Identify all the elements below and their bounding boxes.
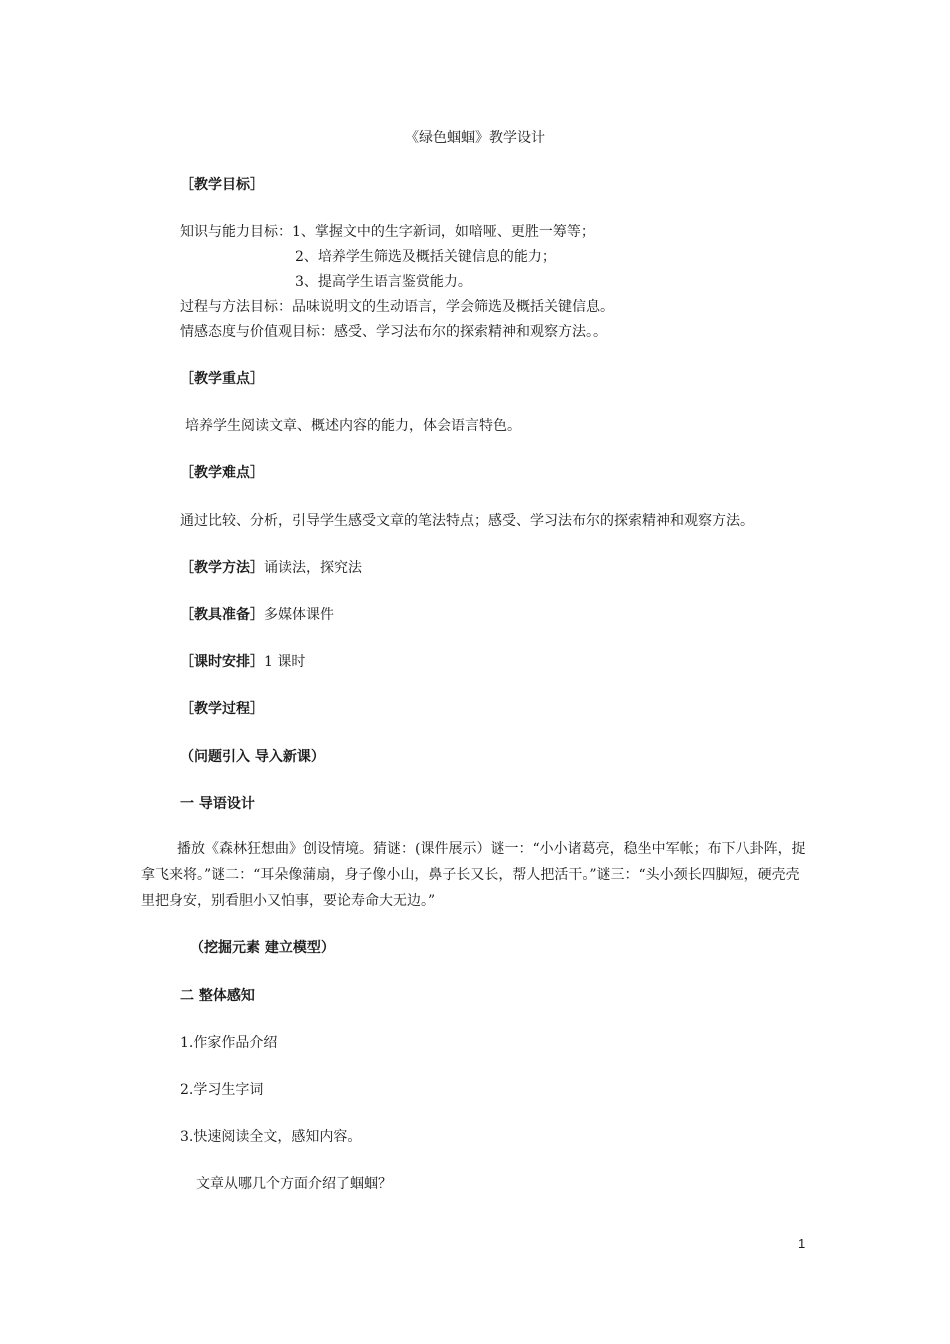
objectives-heading: ［教学目标］	[180, 177, 264, 193]
focus-heading: ［教学重点］	[180, 371, 264, 387]
objective-line: 情感态度与价值观目标：感受、学习法布尔的探索精神和观察方法。。	[180, 324, 607, 340]
tools-heading: ［教具准备］	[180, 607, 264, 623]
intro-paragraph: 播放《森林狂想曲》创设情境。猜谜：(课件展示）谜一：“小小诸葛亮，稳坐中军帐；布下八卦阵，捉拿飞来将。”谜二：“耳朵像蒲扇，身子像小山，鼻子长又长，帮人把活干。”谜三：“头小颈长四脚短，硬壳壳里把身安，别看胆小又怕事，要论寿命大无边。”	[141, 841, 806, 909]
objective-line: 知识与能力目标：1、掌握文中的生字新词，如喑哑、更胜一筹等；	[180, 224, 595, 240]
list-item: 2.学习生字词	[180, 1082, 264, 1098]
page-number: 1	[798, 1236, 806, 1251]
question-text: 文章从哪几个方面介绍了蝈蝈？	[196, 1176, 392, 1192]
section-heading: 一 导语设计	[180, 796, 255, 812]
time-row	[180, 653, 305, 671]
method-text: 诵读法，探究法	[264, 560, 362, 576]
time-text: 1 课时	[264, 654, 306, 670]
method-row	[180, 559, 362, 577]
time-heading: ［课时安排］	[180, 654, 264, 670]
list-item: 1.作家作品介绍	[180, 1035, 278, 1051]
difficulty-heading: ［教学难点］	[180, 465, 264, 481]
method-heading: ［教学方法］	[180, 560, 264, 576]
objective-line: 2、培养学生筛选及概括关键信息的能力；	[295, 249, 556, 265]
difficulty-text: 通过比较、分析，引导学生感受文章的笔法特点；感受、学习法布尔的探索精神和观察方法。	[180, 513, 754, 529]
objective-line: 3、提高学生语言鉴赏能力。	[295, 274, 472, 290]
document-title: 《绿色蝈蝈》教学设计	[405, 130, 545, 146]
tools-text: 多媒体课件	[264, 607, 334, 623]
section-heading: 二 整体感知	[180, 988, 255, 1004]
objective-line: 过程与方法目标：品味说明文的生动语言，学会筛选及概括关键信息。	[180, 299, 614, 315]
focus-text: 培养学生阅读文章、概述内容的能力，体会语言特色。	[185, 418, 521, 434]
process-heading: ［教学过程］	[180, 701, 264, 717]
list-item: 3.快速阅读全文，感知内容。	[180, 1129, 362, 1145]
stage-heading: （挖掘元素 建立模型）	[190, 940, 335, 956]
stage-heading: （问题引入 导入新课）	[180, 749, 325, 765]
tools-row	[180, 606, 334, 624]
